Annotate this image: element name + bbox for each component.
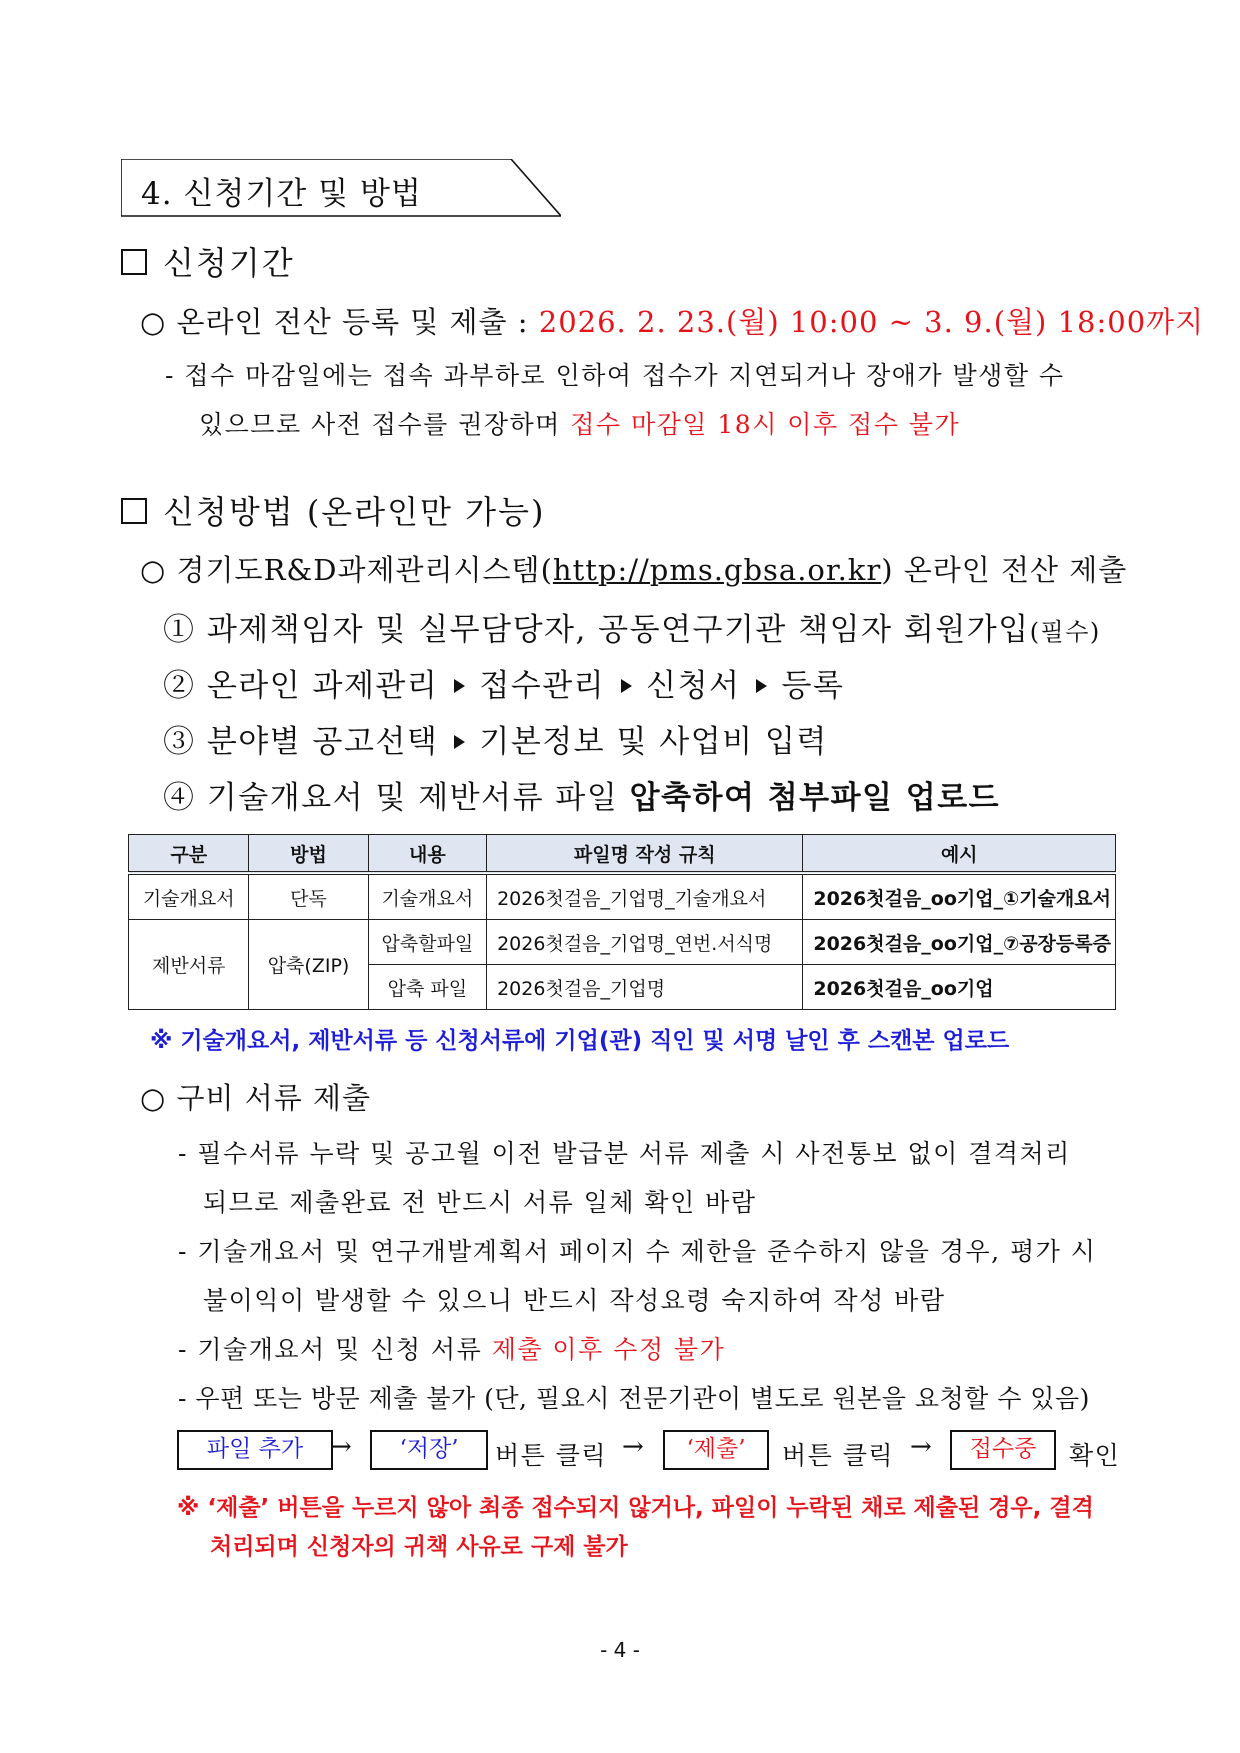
table-cell: 기술개요서 — [129, 873, 249, 920]
arrow-right-icon: → — [330, 1432, 352, 1462]
step-2-part-2: 접수관리 — [479, 668, 606, 704]
table-header-cell: 파일명 작성 규칙 — [487, 835, 803, 874]
step-4-bold: 압축하여 첨부파일 업로드 — [629, 780, 1001, 816]
documents-item-1b: 되므로 제출완료 전 반드시 서류 일체 확인 바람 — [203, 1188, 757, 1217]
triangle-right-icon — [454, 735, 465, 749]
triangle-right-icon — [621, 679, 632, 693]
documents-item-1a: - 필수서류 누락 및 공고월 이전 발급분 서류 제출 시 사전통보 없이 결격처리 — [178, 1139, 1071, 1168]
documents-heading: ○ 구비 서류 제출 — [140, 1081, 372, 1115]
system-line — [140, 548, 1127, 589]
system-prefix: ○ 경기도R&D과제관리시스템( — [140, 553, 553, 587]
documents-item-3 — [178, 1330, 725, 1366]
add-file-button[interactable]: 파일 추가 — [177, 1430, 333, 1470]
arrow-right-icon: → — [910, 1432, 932, 1462]
period-line-prefix: ○ 온라인 전산 등록 및 제출 : — [140, 305, 539, 339]
flow-text-2: 버튼 클릭 — [782, 1441, 895, 1470]
documents-item-3-plain: - 기술개요서 및 신청 서류 — [178, 1335, 492, 1364]
period-dates: 2026. 2. 23.(월) 10:00 ~ 3. 9.(월) 18:00까지 — [538, 305, 1205, 339]
triangle-right-icon — [756, 679, 767, 693]
table-cell: 압축(ZIP) — [249, 920, 368, 1010]
step-4 — [163, 772, 1000, 817]
step-2-part-1: ② 온라인 과제관리 — [163, 668, 439, 704]
table-cell: 제반서류 — [129, 920, 249, 1010]
page-number: - 4 - — [600, 1638, 640, 1662]
table-cell: 기술개요서 — [368, 873, 486, 920]
table-cell: 2026첫걸음_기업명_연번.서식명 — [487, 920, 803, 965]
period-note-plain: 있으므로 사전 접수를 권장하며 — [199, 410, 571, 439]
submit-button[interactable]: ‘제출’ — [663, 1430, 769, 1470]
warning-line-2: 처리되며 신청자의 귀책 사유로 구제 불가 — [210, 1534, 628, 1560]
flow-text-1: 버튼 클릭 — [495, 1441, 608, 1470]
step-1-note: (필수) — [1029, 618, 1101, 646]
period-note-deadline: 접수 마감일 18시 이후 접수 불가 — [570, 410, 961, 439]
table-row — [129, 873, 1116, 920]
table-cell: 2026첫걸음_기업명 — [487, 965, 803, 1010]
warning-line-1: ※ ‘제출’ 버튼을 누르지 않아 최종 접수되지 않거나, 파일이 누락된 채로 제출된 경우, 결격 — [177, 1495, 1094, 1521]
period-note-line-1: - 접수 마감일에는 접속 과부하로 인하여 접수가 지연되거나 장애가 발생할 수 — [165, 361, 1065, 390]
system-suffix: ) 온라인 전산 제출 — [881, 553, 1128, 587]
documents-item-4: - 우편 또는 방문 제출 불가 (단, 필요시 전문기관이 별도로 원본을 요청할 수 있음) — [178, 1384, 1090, 1413]
table-header-cell: 내용 — [368, 835, 486, 874]
documents-item-2b: 불이익이 발생할 수 있으니 반드시 작성요령 숙지하여 작성 바람 — [203, 1286, 946, 1315]
step-3-part-2: 기본정보 및 사업비 입력 — [479, 724, 828, 760]
section-header — [121, 159, 561, 217]
step-2-part-3: 신청서 — [646, 668, 741, 704]
table-note: ※ 기술개요서, 제반서류 등 신청서류에 기업(관) 직인 및 서명 날인 후 스캔본 업로드 — [150, 1028, 1010, 1054]
period-heading: 신청기간 — [163, 244, 295, 282]
table-header-cell: 방법 — [249, 835, 368, 874]
method-heading: 신청방법 (온라인만 가능) — [163, 493, 546, 531]
documents-item-2a: - 기술개요서 및 연구개발계획서 페이지 수 제한을 준수하지 않을 경우, 평가 시 — [178, 1237, 1097, 1266]
period-line — [140, 300, 1204, 341]
section-title: 4. 신청기간 및 방법 — [141, 176, 422, 212]
documents-item-3-red: 제출 이후 수정 불가 — [491, 1335, 726, 1364]
arrow-right-icon: → — [622, 1432, 644, 1462]
table-cell: 2026첫걸음_oo기업_①기술개요서 — [803, 873, 1116, 920]
flow-text-3: 확인 — [1069, 1441, 1121, 1470]
system-link[interactable]: http://pms.gbsa.or.kr — [552, 553, 882, 587]
table-cell: 2026첫걸음_oo기업 — [803, 965, 1116, 1010]
step-1 — [163, 604, 1101, 649]
step-2-part-4: 등록 — [781, 668, 845, 704]
table-row — [129, 920, 1116, 965]
table-cell: 2026첫걸음_기업명_기술개요서 — [487, 873, 803, 920]
step-1-text: ① 과제책임자 및 실무담당자, 공동연구기관 책임자 회원가입 — [163, 612, 1030, 648]
triangle-right-icon — [454, 679, 465, 693]
step-2 — [163, 660, 844, 705]
table-header-cell: 구분 — [129, 835, 249, 874]
table-cell: 단독 — [249, 873, 368, 920]
step-4-plain: ④ 기술개요서 및 제반서류 파일 — [163, 780, 630, 816]
table-header-row — [129, 835, 1116, 874]
save-button[interactable]: ‘저장’ — [370, 1430, 488, 1470]
checkbox-square-icon — [121, 498, 147, 524]
file-naming-table — [128, 834, 1116, 1010]
status-receiving-badge: 접수중 — [950, 1430, 1056, 1470]
table-cell: 압축할파일 — [368, 920, 486, 965]
checkbox-square-icon — [121, 249, 147, 275]
period-heading-row — [121, 238, 295, 284]
table-cell: 2026첫걸음_oo기업_⑦공장등록증 — [803, 920, 1116, 965]
step-3 — [163, 716, 828, 761]
method-heading-row — [121, 487, 545, 533]
table-cell: 압축 파일 — [368, 965, 486, 1010]
period-note-line-2 — [199, 405, 960, 441]
step-3-part-1: ③ 분야별 공고선택 — [163, 724, 439, 760]
table-header-cell: 예시 — [803, 835, 1116, 874]
